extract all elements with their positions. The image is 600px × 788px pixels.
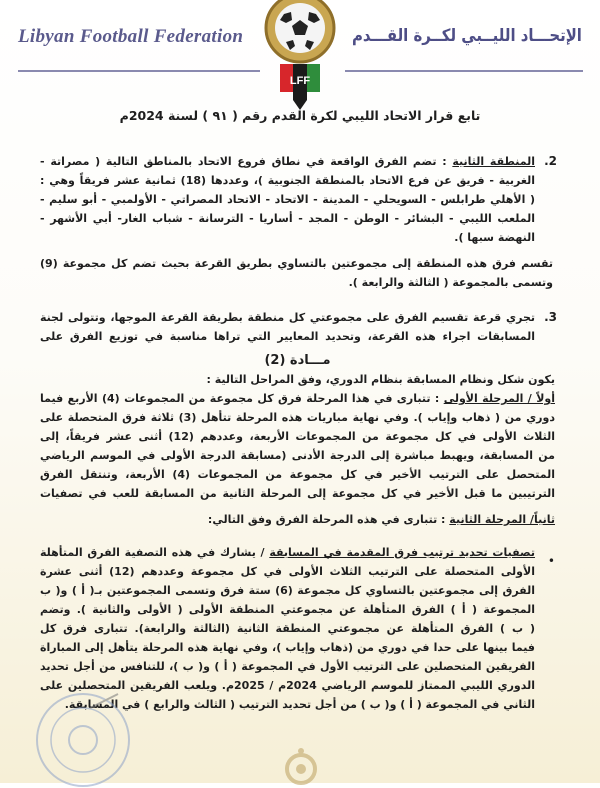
header-rule-right	[345, 70, 583, 72]
paragraph-division	[40, 254, 553, 292]
text-line: المجموعة ( أ ) الفرق المتأهلة عن مجموعتي المنطقة الأولى ( الأولى والثانية ). وتضم	[40, 603, 535, 616]
text-line: الأولى المتحصلة على الترتيب الثلاث الأولى في كل مجموعة وعددهم (12) أثنى عشرة	[40, 565, 535, 578]
header-title-ar: الإتحـــاد الليــبي لكــرة القـــدم	[352, 26, 582, 46]
text-line: الملعب الليبي - البشائر - الوطن - المجد - أساريا - الترسانة - شباب الغار- أبي الأشهر -	[40, 212, 535, 225]
lff-logo	[258, 0, 342, 112]
text-line: الفريقين المتحصلين على الترتيب الأول في المجموعة ( أ ) و( ب )، للتنافس من أجل تحديد	[40, 660, 535, 673]
text-line: المسابقات اجراء هذه القرعة، وتحديد المعايير التي تراها مناسبة في توزيع الفرق على	[40, 330, 535, 343]
paragraph-draw	[40, 308, 535, 346]
text-line: الدوري الليبي الممتاز للموسم الرياضي 2024م / 2025م. ويلعب الفريقين المتحصلين على	[40, 679, 535, 692]
text-line: الفرق إلى مجموعتين بالتساوي كل مجموعة (6) ستة فرق وتسمى المجموعتين بـ( أ ) و( ب	[40, 584, 535, 597]
text-line: المتحصل على الترتيب الأخير في كل مجموعة من المجموعات (4) الأربعة، وتنتقل الفرق	[40, 468, 555, 481]
article-intro: يكون شكل ونظام المسابقة بنظام الدوري، وفق المراحل التالية :	[206, 373, 555, 386]
stage-2-heading: ثانياً/ المرحلة الثانية	[449, 513, 555, 526]
item-number-3: 3.	[544, 310, 557, 324]
text-line: : تضم الفرق الواقعة في نطاق فروع الاتحاد بالمناطق التالية ( مصراتة -	[40, 155, 447, 168]
text-line: النهضة سبها ).	[454, 231, 535, 244]
text-line: : تتبارى في هذا المرحلة فرق كل مجموعة من المجموعات (4) الأربع فيما	[40, 392, 440, 405]
official-stamp	[28, 688, 138, 788]
region-2-heading: المنطقة الثانية	[452, 155, 535, 168]
header-title-en: Libyan Football Federation	[18, 26, 244, 47]
article-title: مـــادة (2)	[264, 353, 331, 368]
text-line: الغربية - فريق عن فرع الاتحاد بالمنطقة الجنوبية )، وعددها (18) ثمانية عشر فريقاً وهي :	[40, 174, 535, 187]
text-line: تقسم فرق هذه المنطقة إلى مجموعتين بالتساوي بطريق القرعة بحيث تضم كل مجموعة (9)	[40, 257, 553, 270]
text-line: الثاني في المجموعة ( أ ) و( ب ) من أجل تحديد الترتيب ( الثالث والرابع ) في المسابقة.	[64, 698, 535, 711]
text-line: الترتيبين ما قبل الأخير في كل مجموعة إلى المرحلة الثانية من المسابقة للعب في تصفيات	[40, 487, 555, 500]
text-line: فيما بينها على حدا في دوري من (ذهاب وإياب )، وفي نهاية هذه المرحلة يتأهل إلى المباراة	[40, 641, 535, 654]
stage-1-heading: أولاً / المرحلة الأولى	[443, 392, 555, 405]
text-line: وتسمى بالمجموعة ( الثالثة والرابعة ).	[348, 276, 553, 289]
text-line: / يشارك في هذه التصفية الفرق المتأهلة	[40, 546, 265, 559]
text-line: من المسابقة، ويهبط مباشرة إلى الدرجة الأدنى (مسابقة الدرجة الأولى في الموسم الرياضي	[40, 449, 555, 462]
text-line: ( الأهلي طرابلس - السويحلي - المدينة - الاتحاد - الاتحاد المصراتي - الأولمبي - أبو سليم -	[40, 193, 535, 206]
text-line: ( ب ) الفرق المتأهلة عن مجموعتي المنطقة الثانية (الثالثة والرابعة). تتبارى فرق كل	[40, 622, 535, 635]
item-number-2: 2.	[544, 154, 557, 168]
article-2	[40, 351, 555, 529]
text-line: : تتبارى في هذه المرحلة الفرق وفق التالي:	[207, 513, 446, 526]
bullet-icon: •	[547, 554, 555, 568]
bullet-heading: تصفيات تحديد ترتيب فرق المقدمة في المسابقة	[269, 546, 535, 559]
footer-logo-icon	[283, 745, 319, 785]
text-line: تجري قرعة تقسيم الفرق على مجموعتي كل منطقة بطريقة القرعة الموجها، وتتولى لجنة	[40, 311, 535, 324]
text-line: دوري من ( ذهاب وإياب ). وفي نهاية مباريات هذه المرحلة تتأهل (3) ثلاثة فرق المتحصلة على	[40, 411, 555, 424]
logo-text: LFF	[289, 75, 311, 87]
text-line: الثلاث الأولى في كل مجموعة من المجموعات الأربعة، وعددهم (12) أثنى عشر فريقاً، إلى	[40, 430, 555, 443]
header-rule-left	[18, 70, 260, 72]
paragraph-region-2	[40, 152, 535, 247]
document-subtitle: تابع قرار الاتحاد الليبي لكرة القدم رقم ( ٩١ ) لسنة 2024م	[119, 108, 481, 123]
